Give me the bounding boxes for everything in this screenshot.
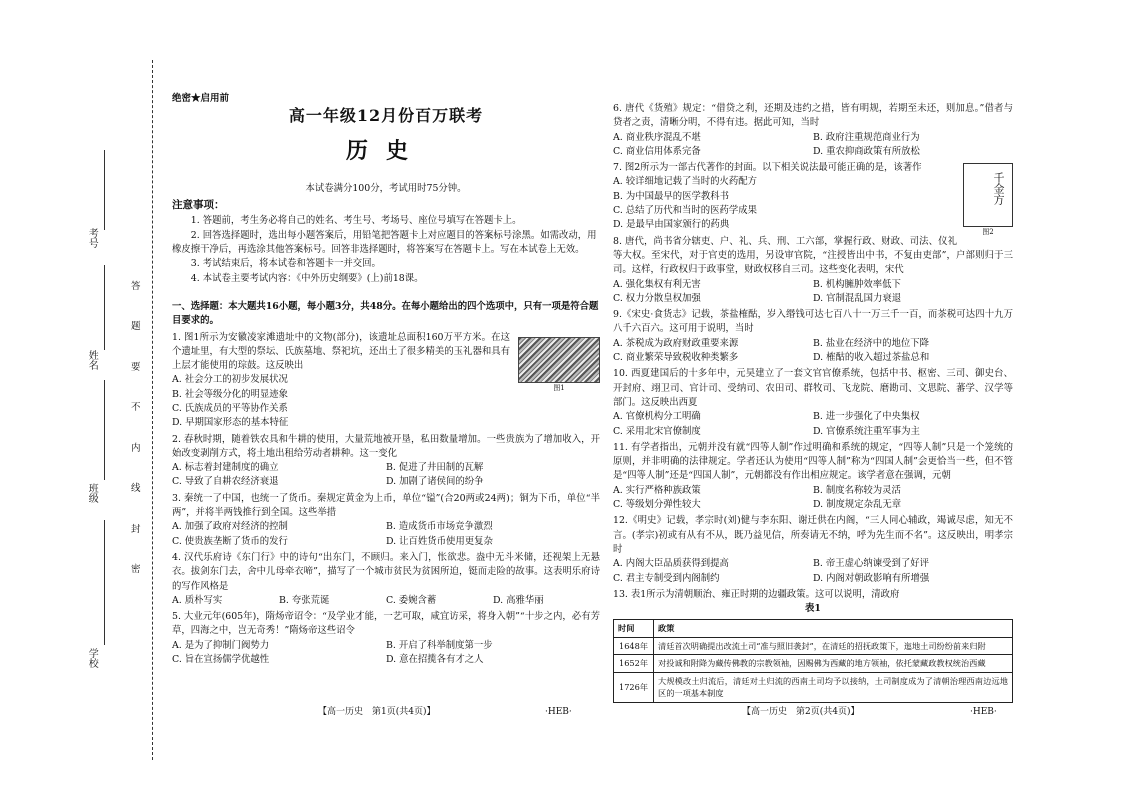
option: B. 制度名称较为灵活 [813, 484, 901, 496]
question-stem: 1. 图1所示为安徽凌家滩遗址中的文物(部分)，该遗址总面积160万平方米。在这个遗址里，有大型的祭坛、氏族墓地、祭祀坑，还出土了很多精美的玉礼器和具有上层才能使用的琮鼓。这反映出 [172, 331, 510, 372]
question-stem: 9.《宋史·食货志》记载，茶盐榷酤，岁入缗钱可达七百八十一万三千一百，而茶税可达四十九万八千六百六。这可用于说明，当时 [613, 309, 1013, 335]
question-stem: 7. 图2所示为一部古代著作的封面。以下相关说法最可能正确的是，该著作 [613, 162, 922, 174]
options [172, 594, 600, 608]
option: D. 重农抑商政策有所放松 [813, 145, 920, 157]
question-stem: 8. 唐代，尚书省分辖吏、户、礼、兵、刑、工六部，掌握行政、财政、司法、仪礼等大权。至宋代，对于官吏的选用，另设审官院，“注授皆出中书，不复由吏部”，户部则归于三司。这样，行政权归于政事堂，财政权移自三司。这些变化表明，宋代 [613, 235, 1013, 276]
gutter-line [104, 380, 105, 480]
option: C. 导致了自耕农经济衰退 [172, 476, 279, 488]
table-row [614, 637, 1013, 654]
binding-gutter [0, 0, 155, 794]
table-cell-year: 1648年 [614, 637, 654, 654]
option: C. 使贵族垄断了货币的发行 [172, 535, 288, 547]
table-cell-policy: 对投诚和附降为藏传佛教的宗教领袖，因赐佛为西藏的地方领袖，依托蒙藏政教权统治西藏 [654, 655, 1013, 672]
table-header: 政策 [654, 620, 1013, 637]
gutter-line [104, 520, 105, 645]
question-8 [613, 235, 1013, 306]
option: A. 是为了抑制门阀势力 [172, 639, 270, 651]
book-cover-title: 千金方 [992, 172, 1005, 206]
question-11 [613, 441, 1013, 512]
option: C. 采用北宋官僚制度 [613, 425, 701, 437]
option: B. 促进了井田制的瓦解 [386, 462, 484, 474]
seal-word: 封 [131, 523, 141, 535]
question-3 [172, 492, 600, 549]
page-1-footer: 【高一历史 第1页(共4页)】 [318, 707, 436, 717]
figure-2 [963, 163, 1013, 238]
part-title: 一、选择题：本大题共16小题，每小题3分，共48分。在每小题给出的四个选项中，只有一项是符合题目要求的。 [172, 300, 599, 327]
question-stem: 6. 唐代《货殖》规定：“借贷之利，还期及违约之措，皆有明规，若期至未还，则加息。”借者与贷者之责，清晰分明，不得有违。据此可知，当时 [613, 103, 1013, 129]
seal-word: 密 [131, 564, 141, 576]
page-2-footer: 【高一历史 第2页(共4页)】 [742, 707, 860, 717]
table-row [614, 672, 1013, 702]
question-stem: 12.《明史》记载，孝宗时(刘)健与李东阳、谢迁供在内阁，“三人同心辅政，竭诚尽虑，知无不言。(孝宗)初或有从有不从，既乃益见信，所奏请无不纳，呼为先生而不名”。这反映出，明孝宗时 [613, 515, 1013, 555]
seal-word: 不 [131, 402, 141, 414]
option: D. 官僚系统注重军事为主 [813, 425, 920, 437]
question-9 [613, 308, 1013, 365]
table-header-row [614, 620, 1013, 637]
exam-subject: 历史 [345, 137, 426, 164]
seal-word: 答 [131, 281, 141, 292]
option: A. 社会分工的初步发展状况 [172, 374, 288, 386]
option: A. 内阁大臣品质获得到提高 [613, 558, 729, 570]
option: D. 让百姓货币使用更复杂 [386, 535, 493, 547]
question-7 [613, 161, 1013, 237]
option: D. 是最早由国家颁行的药典 [613, 219, 730, 231]
option: A. 商业秩序混乱不堪 [613, 131, 701, 143]
option: C. 商业信用体系完备 [613, 145, 701, 157]
table-cell-year: 1726年 [614, 672, 654, 702]
option: D. 官制混乱国力衰退 [813, 292, 902, 304]
seal-word: 线 [131, 483, 141, 495]
option: C. 旨在宣扬儒学优越性 [172, 654, 270, 666]
option: D. 早期国家形态的基本特征 [172, 417, 289, 429]
page-2-code: ·HEB· [970, 707, 997, 717]
option: D. 加剧了诸侯间的纷争 [386, 476, 484, 488]
seal-word: 题 [131, 321, 141, 333]
seal-dashed-line [152, 60, 153, 760]
option: B. 为中国最早的医学教科书 [613, 190, 729, 202]
table-caption: 表1 [805, 603, 821, 615]
question-stem: 4. 汉代乐府诗《东门行》中的诗句“出东门，不顾归。来入门，怅欲悲。盎中无斗米储，还视架上无悬衣。拔剑东门去，舍中儿母牵衣啼”，描写了一个城市贫民为贫困所迫，铤而走险的故事。这表明乐府诗的写作风格是 [172, 551, 600, 592]
options [613, 557, 1013, 586]
options [172, 520, 600, 549]
options [613, 278, 1013, 307]
option: C. 权力分散皇权加强 [613, 292, 701, 304]
option: C. 君主专制受到内阁制约 [613, 572, 720, 584]
gutter-label-exam-no: 考号 [86, 228, 98, 248]
option: B. 政府注重规范商业行为 [813, 131, 920, 143]
option: C. 总结了历代和当时的医药学成果 [613, 205, 758, 217]
option: B. 开启了科举制度第一步 [386, 639, 493, 651]
option: B. 盐业在经济中的地位下降 [813, 337, 929, 349]
question-stem: 11. 有学者指出，元朝并没有就“四等人制”作过明确和系统的规定，“四等人制”只是一个笼统的原则，并非明确的法律规定。学者还认为使用“四等人制”称为“四国人制”会更恰当一些，但不管是“四等人制”还是“四国人制”，元朝都没有作出相应规定。该学者意在强调，元朝 [613, 441, 1013, 482]
question-6 [613, 102, 1013, 159]
option: D. 制度规定杂乱无章 [813, 499, 902, 511]
option: C. 氏族成员的平等协作关系 [172, 403, 288, 414]
note-item: 4. 本试卷主要考试内容：《中外历史纲要》(上)前18课。 [190, 272, 424, 284]
figure-caption: 图1 [553, 383, 565, 392]
question-2 [172, 433, 600, 490]
score-line: 本试卷满分100分，考试用时75分钟。 [305, 183, 467, 195]
seal-words [131, 280, 141, 578]
gutter-label-class: 班级 [86, 483, 98, 503]
option: A. 茶税成为政府财政重要来源 [613, 337, 739, 349]
option: A. 标志着封建制度的确立 [172, 462, 279, 474]
seal-word: 要 [131, 361, 141, 373]
options [613, 337, 1013, 366]
option: A. 加强了政府对经济的控制 [172, 521, 288, 533]
options [613, 484, 1013, 513]
policy-table [613, 619, 1013, 702]
question-stem: 2. 春秋时期，随着铁农具和牛耕的使用，大量荒地被开垦，私田数量增加。一些贵族为了增加收入，开始改变剥削方式，将土地出租给劳动者耕种。这一变化 [172, 433, 600, 459]
question-5 [172, 610, 600, 667]
secret-mark: 绝密★启用前 [172, 93, 230, 104]
page-1 [172, 92, 600, 667]
option: D. 内阁对朝政影响有所增强 [813, 572, 930, 584]
option: B. 帝王虚心纳谏受到了好评 [813, 558, 929, 570]
table-row [614, 655, 1013, 672]
option: C. 委婉含蓄 [386, 594, 437, 606]
notes-heading: 注意事项： [172, 199, 225, 212]
option: D. 榷酤的收入超过茶盐总和 [813, 352, 930, 364]
option: B. 造成货币市场竞争激烈 [386, 521, 493, 533]
options [172, 461, 600, 490]
gutter-label-name: 姓名 [86, 350, 98, 370]
note-item: 2. 回答选择题时，选出每小题答案后，用铅笔把答题卡上对应题目的答案标号涂黑。如需改动，用橡皮擦干净后，再选涂其他答案标号。回答非选择题时，将答案写在答题卡上。写在本试卷上无效。 [172, 229, 597, 256]
book-cover-image [963, 163, 1013, 227]
option: B. 进一步强化了中央集权 [813, 411, 920, 423]
option: C. 商业繁荣导致税收种类繁多 [613, 352, 739, 364]
gutter-label-school: 学校 [86, 648, 98, 668]
question-1 [172, 331, 600, 431]
option: A. 实行严格种族政策 [613, 484, 701, 496]
option: D. 高雅华丽 [493, 594, 544, 606]
question-stem: 3. 秦统一了中国，也统一了货币。秦规定黄金为上币，单位“镒”(合20两或24两)；铜为下币，单位“半两”，并将半两钱推行到全国。这些举措 [172, 492, 600, 519]
question-stem: 5. 大业元年(605年)，隋炀帝诏令：“及学业才能，一艺可取，咸宜访采，将身入朝”“十步之内，必有芳草，四海之中，岂无奇秀！”隋炀帝这些诏令 [172, 611, 600, 637]
options [172, 639, 600, 668]
option: B. 机构臃肿效率低下 [813, 278, 901, 290]
question-12 [613, 514, 1013, 585]
question-4 [172, 551, 600, 608]
table-cell-policy: 清廷首次明确提出改流土司“准与照旧袭封”，在清廷的招抚政策下，迤地土司纷纷前来归附 [654, 637, 1013, 654]
question-stem: 13. 表1所示为清朝顺治、雍正时期的边疆政策。这可以说明，清政府 [613, 588, 900, 600]
question-stem: 10. 西夏建国后的十多年中，元昊建立了一套文官官僚系统，包括中书、枢密、三司、御史台、开封府、翊卫司、官计司、受纳司、农田司、群牧司、飞龙院、磨勘司、文思院、蕃学、汉学等部门。这反映出西夏 [613, 368, 1013, 408]
options [613, 410, 1013, 439]
option: D. 意在招揽各有才之人 [386, 654, 484, 666]
exam-title: 高一年级12月份百万联考 [288, 106, 484, 126]
option: A. 质朴写实 [172, 594, 223, 606]
table-cell-year: 1652年 [614, 655, 654, 672]
page-2 [613, 100, 1013, 703]
table-cell-policy: 大规模改土归流后，清廷对土归流的西南土司均予以接纳，土司制度成为了清朝治理西南边远地区的一项基本制度 [654, 672, 1013, 702]
option: B. 夸张荒诞 [279, 594, 330, 606]
option: A. 较详细地记载了当时的火药配方 [613, 176, 757, 188]
artifact-image [518, 337, 600, 383]
table-header: 时间 [614, 620, 654, 637]
options [613, 131, 1013, 160]
note-item: 1. 答题前，考生务必将自己的姓名、考生号、考场号、座位号填写在答题卡上。 [190, 215, 522, 227]
gutter-line [104, 150, 105, 230]
question-13 [613, 588, 1013, 703]
option: A. 强化集权有利无害 [613, 278, 701, 290]
option: B. 社会等级分化的明显迹象 [172, 388, 288, 400]
question-10 [613, 367, 1013, 438]
page-1-code: ·HEB· [545, 707, 572, 717]
gutter-line [104, 265, 105, 350]
figure-1 [518, 337, 600, 394]
seal-word: 内 [131, 442, 141, 454]
option: A. 官僚机构分工明确 [613, 411, 701, 423]
note-item: 3. 考试结束后，将本试卷和答题卡一并交回。 [190, 258, 381, 270]
figure-caption: 图2 [982, 228, 994, 237]
option: C. 等级划分弹性较大 [613, 499, 701, 511]
